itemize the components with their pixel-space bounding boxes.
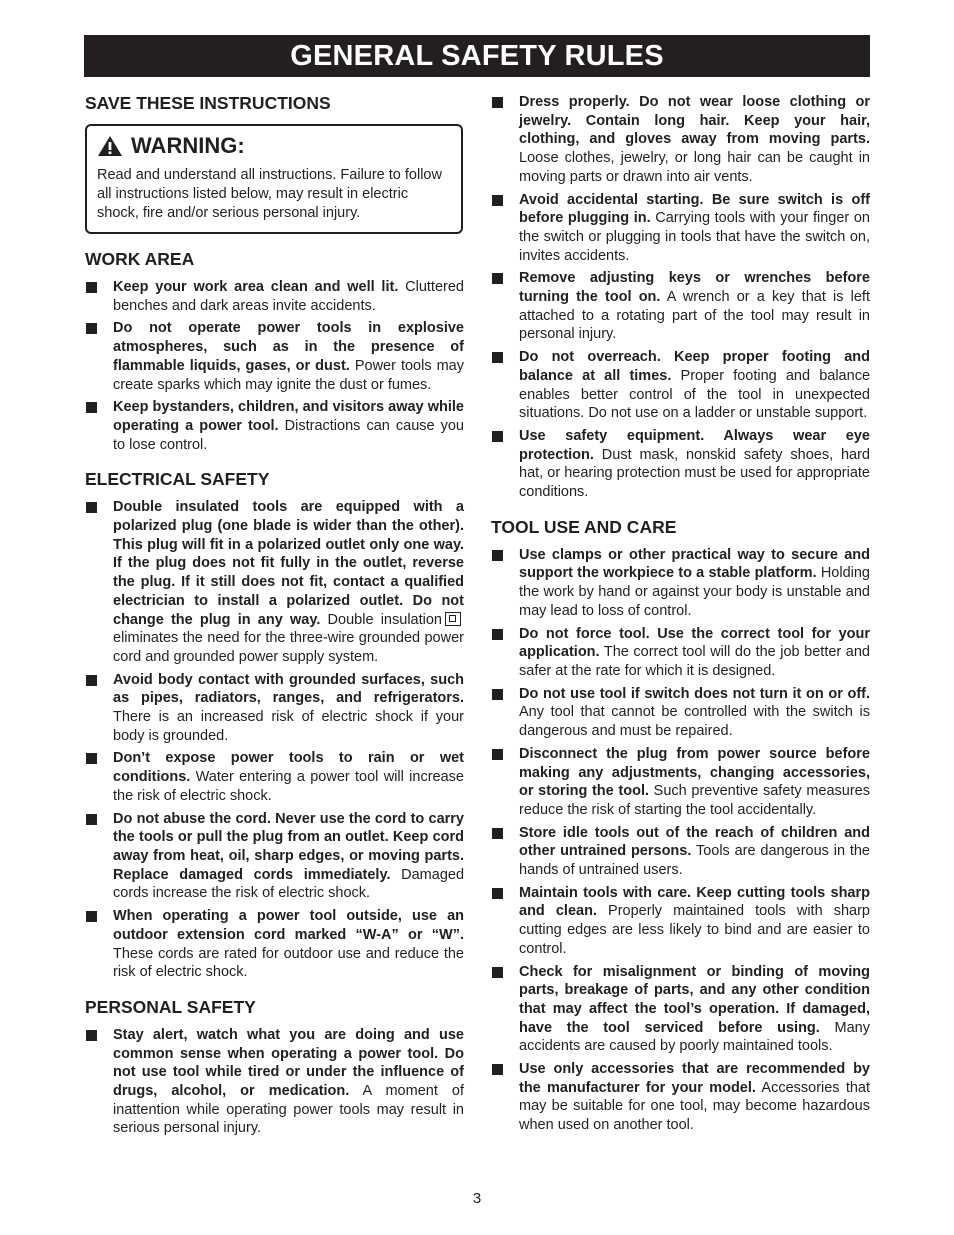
- bullet-square-icon: [86, 282, 97, 293]
- item-bold-text: Do not operate power tools in explosive atmospheres, such as in the presence of flammable liquids, gases, or dust.: [113, 320, 464, 374]
- bullet-square-icon: [86, 1030, 97, 1041]
- bullet-square-icon: [86, 753, 97, 764]
- item-bold-text: Store idle tools out of the reach of children and other untrained persons.: [519, 824, 870, 860]
- tool-use-list: [491, 546, 870, 1135]
- warning-triangle-icon: [97, 135, 123, 157]
- item-text: The correct tool will do the job better and safer at the rate for which it is designed.: [519, 644, 870, 679]
- item-text: Any tool that cannot be controlled with the switch is dangerous and must be repaired.: [519, 704, 870, 740]
- item-text: Carrying tools with your finger on the switch or plugging in tools that have the switch on, invites accidents.: [519, 210, 870, 264]
- item-text: Tools are dangerous in the hands of untrained users.: [519, 843, 870, 879]
- list-item: [491, 93, 870, 187]
- list-item: [491, 546, 870, 621]
- bullet-square-icon: [86, 402, 97, 413]
- list-item: [491, 963, 870, 1057]
- list-item: [85, 1026, 464, 1138]
- tool-use-heading: TOOL USE AND CARE: [491, 516, 677, 537]
- item-bold-text: Keep your work area clean and well lit.: [113, 279, 399, 295]
- item-bold-text: Disconnect the plug from power source before making any adjustments, changing accessories, or storing the tool.: [519, 745, 870, 800]
- item-text: Water entering a power tool will increase the risk of electric shock.: [113, 769, 464, 804]
- list-item: [85, 398, 464, 454]
- work-area-list: [85, 278, 464, 454]
- list-item: [85, 749, 464, 805]
- bullet-square-icon: [492, 352, 503, 363]
- item-bold-text: Stay alert, watch what you are doing and use common sense when operating a power tool. Do not use tool while tired or under the influence of drugs, alcohol, or medication.: [113, 1026, 464, 1100]
- item-text: There is an increased risk of electric shock if your body is grounded.: [113, 709, 464, 744]
- item-bold-text: Double insulated tools are equipped with a polarized plug (one blade is wider than the other). This plug will fit in a polarized outlet only one way. If the plug does not fit fully in the outlet, reverse the plug. If it still does not fit, contact a qualified electrician to install a polarized outlet. Do not change the plug in any way.: [113, 499, 464, 628]
- list-item: [491, 427, 870, 502]
- list-item: [491, 1060, 870, 1135]
- item-bold-text: Don’t expose power tools to rain or wet conditions.: [113, 750, 464, 786]
- bullet-square-icon: [492, 629, 503, 640]
- item-bold-text: Use clamps or other practical way to secure and support the workpiece to a stable platform.: [519, 546, 870, 582]
- item-text: eliminates the need for the three-wire grounded power cord and grounded power supply system.: [113, 630, 464, 665]
- item-text: Power tools may create sparks which may ignite the dust or fumes.: [113, 357, 464, 393]
- page-number: 3: [472, 1190, 482, 1207]
- list-item: [85, 671, 464, 746]
- warning-box: [85, 124, 463, 234]
- list-item: [85, 278, 464, 315]
- personal-safety-list-left: [85, 1026, 464, 1138]
- list-item: [85, 498, 464, 666]
- list-item: [491, 884, 870, 959]
- bullet-square-icon: [492, 273, 503, 284]
- list-item: [491, 745, 870, 820]
- item-bold-text: Check for misalignment or binding of moving parts, breakage of parts, and any other condition that may affect the tool’s operation. If damaged, have the tool serviced before using.: [519, 963, 870, 1036]
- bullet-square-icon: [492, 689, 503, 700]
- bullet-square-icon: [86, 814, 97, 825]
- bullet-square-icon: [86, 911, 97, 922]
- bullet-square-icon: [492, 888, 503, 899]
- double-insulation-icon: [445, 612, 461, 626]
- item-text: A moment of inattention while operating power tools may result in serious personal injury.: [113, 1083, 464, 1137]
- bullet-square-icon: [492, 550, 503, 561]
- warning-text: Read and understand all instructions. Failure to follow all instructions listed below, may result in electric shock, fire and/or serious personal injury.: [97, 167, 442, 221]
- bullet-square-icon: [492, 749, 503, 760]
- electrical-safety-heading: ELECTRICAL SAFETY: [85, 469, 270, 490]
- item-bold-text: Do not overreach. Keep proper footing and balance at all times.: [519, 349, 870, 384]
- bullet-square-icon: [86, 323, 97, 334]
- bullet-square-icon: [492, 1064, 503, 1075]
- warning-header: [97, 132, 452, 160]
- list-item: [85, 907, 464, 982]
- bullet-square-icon: [492, 97, 503, 108]
- item-bold-text: Do not use tool if switch does not turn it on or off.: [519, 685, 870, 702]
- item-bold-text: Avoid body contact with grounded surfaces, such as pipes, radiators, ranges, and refrigerators.: [113, 671, 464, 707]
- save-instructions-heading: SAVE THESE INSTRUCTIONS: [85, 93, 331, 113]
- electrical-safety-list: [85, 498, 464, 982]
- left-column: [85, 92, 464, 1142]
- work-area-heading: WORK AREA: [85, 249, 195, 269]
- page-title: GENERAL SAFETY RULES: [84, 35, 870, 77]
- item-bold-text: Keep bystanders, children, and visitors away while operating a power tool.: [113, 399, 464, 434]
- list-item: [491, 625, 870, 681]
- item-text: Dust mask, nonskid safety shoes, hard hat, or hearing protection must be used for appropriate conditions.: [519, 446, 870, 501]
- bullet-square-icon: [492, 195, 503, 206]
- item-text: Distractions can cause you to lose control.: [113, 417, 464, 453]
- list-item: [85, 810, 464, 904]
- item-text: Cluttered benches and dark areas invite accidents.: [113, 279, 464, 314]
- item-text: Damaged cords increase the risk of electric shock.: [113, 866, 465, 902]
- item-text: Holding the work by hand or against your body is unstable and may lead to loss of control.: [519, 565, 870, 619]
- item-text: Accessories that may be suitable for one tool, may become hazardous when used on another tool.: [519, 1079, 871, 1134]
- item-text: Loose clothes, jewelry, or long hair can be caught in moving parts or drawn into air vents.: [519, 150, 870, 185]
- bullet-square-icon: [492, 431, 503, 442]
- personal-safety-list-right: [491, 93, 870, 502]
- item-bold-text: Do not abuse the cord. Never use the cord to carry the tools or pull the plug from an outlet. Keep cord away from heat, oil, sharp edges, or moving parts. Replace damaged cords immediately.: [113, 810, 464, 883]
- list-item: [85, 319, 464, 394]
- item-bold-text: Maintain tools with care. Keep cutting tools sharp and clean.: [519, 884, 870, 920]
- item-bold-text: When operating a power tool outside, use an outdoor extension cord marked “W-A” or “W”.: [113, 908, 464, 943]
- list-item: [491, 348, 870, 423]
- list-item: [491, 191, 870, 266]
- bullet-square-icon: [492, 828, 503, 839]
- list-item: [491, 269, 870, 344]
- bullet-square-icon: [86, 675, 97, 686]
- item-text: Double insulation: [320, 611, 442, 628]
- item-text: These cords are rated for outdoor use and reduce the risk of electric shock.: [113, 945, 464, 981]
- item-text: A wrench or a key that is left attached to a rotating part of the tool may result in personal injury.: [519, 289, 870, 343]
- item-text: Many accidents are caused by poorly maintained tools.: [519, 1019, 870, 1055]
- bullet-square-icon: [492, 967, 503, 978]
- item-bold-text: Use safety equipment. Always wear eye protection.: [519, 427, 870, 463]
- item-bold-text: Do not force tool. Use the correct tool for your application.: [519, 625, 870, 661]
- item-bold-text: Dress properly. Do not wear loose clothing or jewelry. Contain long hair. Keep your hair, clothing, and gloves away from moving parts.: [519, 94, 870, 148]
- item-text: Proper footing and balance enables better control of the tool in unexpected situations. Do not use on a ladder or unstable support.: [519, 367, 871, 422]
- item-text: Such preventive safety measures reduce the risk of starting the tool accidentally.: [519, 783, 871, 818]
- item-text: Properly maintained tools with sharp cutting edges are less likely to bind and are easier to control.: [519, 903, 870, 957]
- bullet-square-icon: [86, 502, 97, 513]
- item-bold-text: Avoid accidental starting. Be sure switch is off before plugging in.: [519, 191, 870, 227]
- personal-safety-heading: PERSONAL SAFETY: [85, 996, 256, 1017]
- item-bold-text: Remove adjusting keys or wrenches before turning the tool on.: [519, 270, 870, 306]
- warning-title: WARNING:: [131, 133, 245, 158]
- right-column: [491, 93, 870, 1139]
- list-item: [491, 685, 870, 741]
- list-item: [491, 824, 870, 880]
- item-bold-text: Use only accessories that are recommended by the manufacturer for your model.: [519, 1061, 870, 1096]
